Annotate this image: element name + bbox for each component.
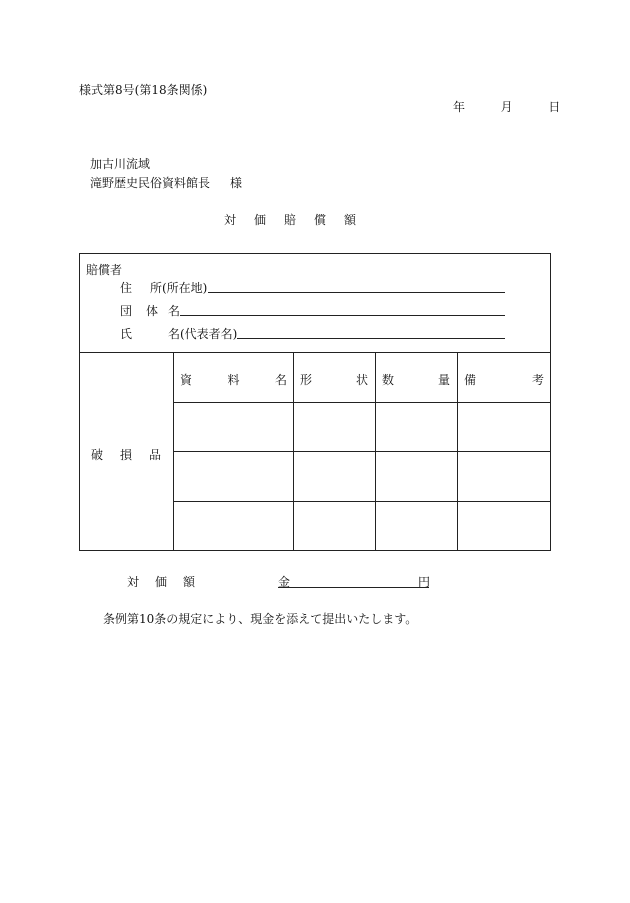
col-header-char: 形: [300, 373, 313, 387]
address-field[interactable]: [208, 292, 505, 293]
damaged-label-char: 損: [119, 448, 132, 462]
table-cell[interactable]: [294, 452, 375, 501]
col-header-char: 備: [464, 373, 477, 387]
statement-text: 条例第10条の規定により、現金を添えて提出いたします。: [103, 612, 418, 626]
addressee-line1: 加古川流域: [90, 157, 151, 171]
organization-label-a: 団: [120, 304, 133, 318]
col-header-shape: [300, 371, 368, 388]
date-day: 日: [548, 100, 561, 114]
organization-label-b: 体: [146, 304, 159, 318]
name-field[interactable]: [237, 338, 505, 339]
col-header-remarks: [464, 371, 544, 388]
compensator-heading: 賠償者: [86, 263, 123, 277]
col-header-char: 資: [180, 373, 193, 387]
date-line: [453, 98, 560, 115]
addressee-line2: [90, 174, 242, 191]
damaged-label-char: 品: [148, 448, 161, 462]
amount-prefix: 金: [278, 575, 291, 589]
addressee-honorific: 様: [230, 176, 243, 190]
amount-label-char: 額: [182, 575, 195, 589]
name-label-a: 氏: [120, 327, 133, 341]
col-header-char: 料: [227, 373, 240, 387]
col-header-char: 数: [382, 373, 395, 387]
amount-label-char: 価: [154, 575, 167, 589]
amount-label-char: 対: [127, 575, 140, 589]
col-header-char: 状: [355, 373, 368, 387]
name-label-b: 名(代表者名): [168, 327, 238, 341]
address-label-b: 所(所在地): [150, 281, 208, 295]
damaged-label-char: 破: [91, 448, 104, 462]
table-cell[interactable]: [174, 452, 293, 501]
date-year: 年: [453, 100, 466, 114]
table-cell[interactable]: [458, 452, 550, 501]
amount-field[interactable]: [278, 587, 429, 588]
col-header-material-name: [180, 371, 287, 388]
table-cell[interactable]: [376, 403, 457, 451]
table-cell[interactable]: [376, 452, 457, 501]
table-cell[interactable]: [458, 502, 550, 550]
col-header-char: 考: [531, 373, 544, 387]
document-title: 対価賠償額: [224, 213, 375, 227]
col-header-char: 量: [437, 373, 450, 387]
table-cell[interactable]: [376, 502, 457, 550]
address-label-a: 住: [120, 281, 133, 295]
table-cell[interactable]: [174, 403, 293, 451]
table-divider: [79, 352, 551, 353]
table-cell[interactable]: [294, 403, 375, 451]
amount-label: [127, 573, 195, 590]
table-cell[interactable]: [294, 502, 375, 550]
organization-field[interactable]: [180, 315, 505, 316]
amount-suffix: 円: [418, 575, 431, 589]
date-month: 月: [500, 100, 513, 114]
col-header-quantity: [382, 371, 450, 388]
table-cell[interactable]: [458, 403, 550, 451]
damaged-items-label: [91, 446, 161, 463]
addressee-name: 滝野歴史民俗資料館長: [90, 176, 211, 190]
form-number: 様式第8号(第18条関係): [79, 83, 208, 97]
col-header-char: 名: [274, 373, 287, 387]
organization-label-c: 名: [168, 304, 181, 318]
table-cell[interactable]: [174, 502, 293, 550]
